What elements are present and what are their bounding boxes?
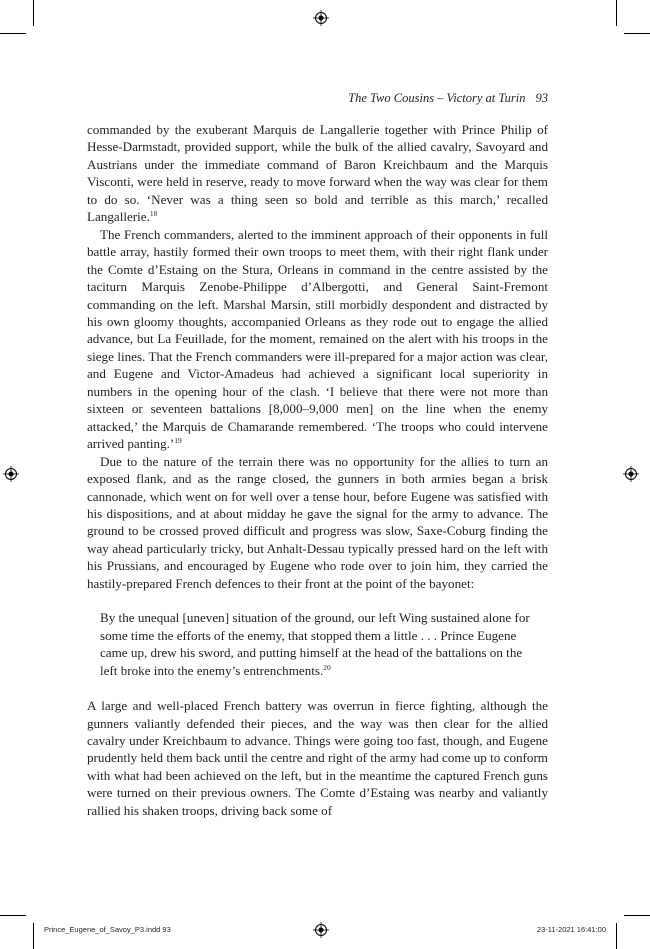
crop-mark (0, 915, 26, 916)
registration-mark-icon (313, 10, 329, 26)
paragraph: The French commanders, alerted to the imminent approach of their opponents in full battle array, hastily formed their own troops to meet them, with their right flank under the Comte d’Estaing on the Stura, Orleans in command in the centre assisted by the taciturn Marquis Zenobe-Philippe d’Albergotti, and General Saint-Fremont commanding on the left. Marshal Marsin, still morbidly despondent and distracted by his own gloomy thoughts, accompanied Orleans as they rode out to engage the allied advance, but La Feuillade, for the moment, remained on the alert with his troops in the siege lines. That the French commanders were ill-prepared for a major action was clear, and Eugene and Victor-Amadeus had achieved a significant local superiority in numbers in the opening hour of the clash. ‘I believe that there were not more than sixteen or seventeen battalions [8,000–9,000 men] on the line when the enemy attacked,’ the Marquis de Chamarande remembered. ‘The troops who could intervene arrived panting.’$^{19}$ (87, 226, 548, 452)
slug-filename: Prince_Eugene_of_Savoy_P3.indd 93 (44, 925, 171, 934)
footnote-ref[interactable]: 18 (149, 209, 158, 219)
registration-mark-icon (623, 466, 639, 482)
crop-mark (624, 33, 650, 34)
page-number: 93 (535, 91, 548, 105)
crop-mark (33, 0, 34, 26)
paragraph: commanded by the exuberant Marquis de Langallerie together with Prince Philip of Hesse-Darmstadt, provided support, while the bulk of the allied cavalry, Savoyard and Austrians under the immediate command of Baron Kreichbaum and the Marquis Visconti, were held in reserve, ready to move forward when the way was clear for them to do so. ‘Never was a thing seen so bold and terrible as this march,’ recalled Langallerie.$^{18}$ (87, 122, 548, 225)
footnote-ref[interactable]: 19 (174, 436, 182, 446)
block-quote: By the unequal [uneven] situation of the ground, our left Wing sustained alone for some time the efforts of the enemy, that stopped them a little . . . Prince Eugene came up, drew his sword, and putting himself at the head of the battalions on the left broke into the enemy’s entrenchments.$^{20}$ (100, 610, 530, 678)
crop-mark (616, 923, 617, 949)
registration-mark-icon (3, 466, 19, 482)
crop-mark (33, 923, 34, 949)
crop-mark (624, 915, 650, 916)
paragraph: Due to the nature of the terrain there was no opportunity for the allies to turn an exposed flank, and as the range closed, the gunners in both armies began a brisk cannonade, which went on for well over a tense hour, before Eugene was satisfied with his dispositions, and at about midday he gave the signal for the army to advance. The ground to be crossed proved difficult and progress was slow, Saxe-Coburg finding the way ahead particularly tricky, but Anhalt-Dessau typically pressed hard on the left with his Prussians, and encouraged by Eugene who rode over to join him, they carried the hastily-prepared French defences to their front at the point of the bayonet: (87, 453, 548, 591)
registration-mark-icon (313, 922, 329, 938)
footnote-ref[interactable]: 20 (323, 662, 331, 672)
running-head (348, 91, 548, 106)
crop-mark (0, 33, 26, 34)
paragraph: A large and well-placed French battery was overrun in fierce fighting, although the gunners valiantly defended their pieces, and the way was then clear for the allied cavalry under Kreichbaum to advance. Things were going too fast, though, and Eugene prudently held them back until the centre and right of the army had come up to conform with what had been achieved on the left, but in the meantime the captured French guns were turned on their previous owners. The Comte d’Estaing was nearby and valiantly rallied his shaken troops, driving back some of (87, 698, 548, 818)
body-text (87, 121, 548, 819)
running-head-title: The Two Cousins – Victory at Turin (348, 91, 526, 105)
slug-timestamp: 23-11-2021 16:41:00 (536, 925, 606, 934)
crop-mark (616, 0, 617, 26)
